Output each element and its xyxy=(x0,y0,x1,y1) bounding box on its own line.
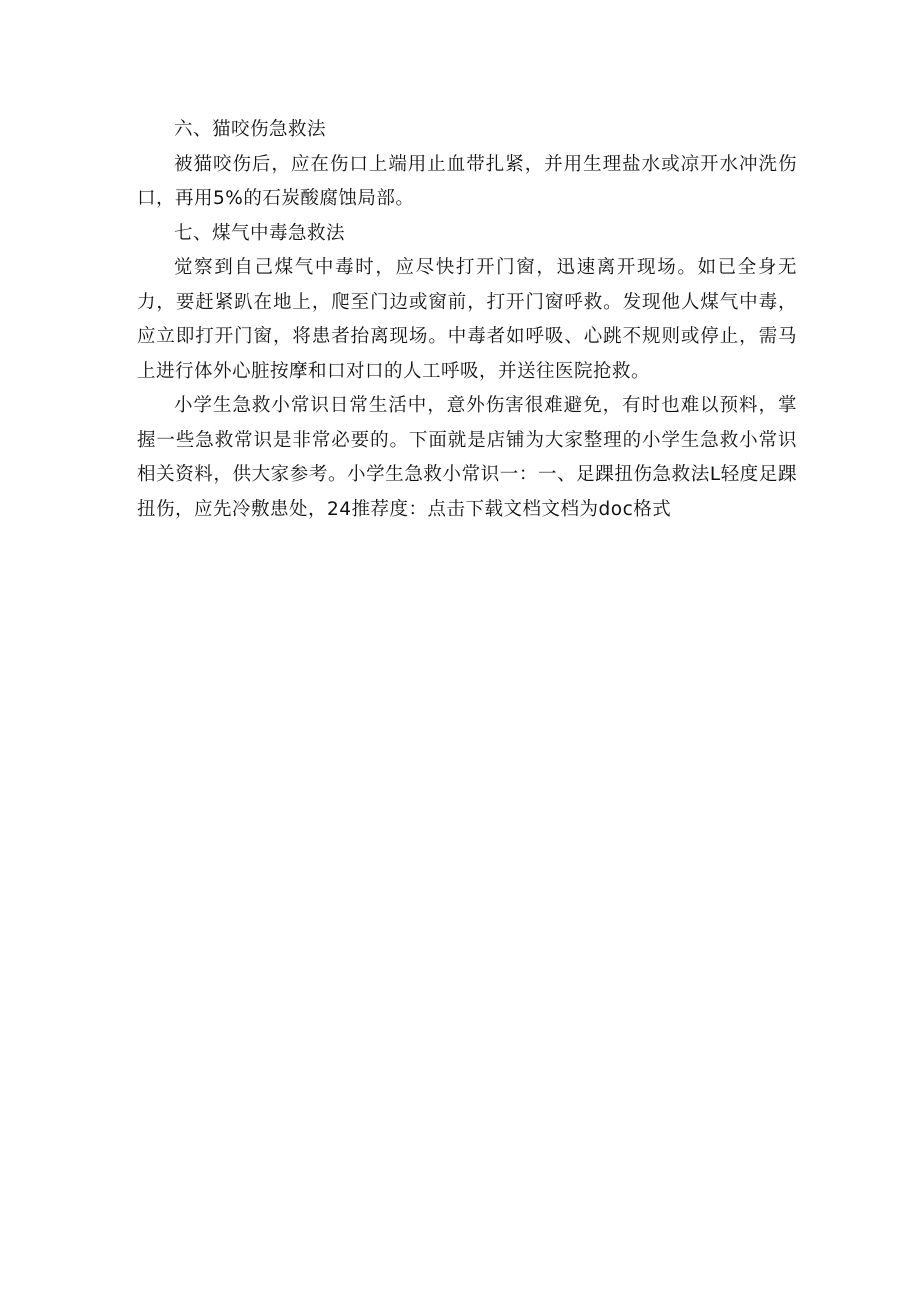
paragraph-gas-poisoning: 觉察到自己煤气中毒时，应尽快打开门窗，迅速离开现场。如已全身无力，要赶紧趴在地上，爬至门边或窗前，打开门窗呼救。发现他人煤气中毒，应立即打开门窗，将患者抬离现场。中毒者如呼吸、心跳不规则或停止，需马上进行体外心脏按摩和口对口的人工呼吸，并送往医院抢救。 xyxy=(137,257,797,382)
section-heading-cat-bite: 六、猫咬伤急救法 xyxy=(174,119,327,140)
paragraph-first-aid-summary: 小学生急救小常识日常生活中，意外伤害很难避免，有时也难以预料，掌握一些急救常识是非常必要的。下面就是店铺为大家整理的小学生急救小常识相关资料，供大家参考。小学生急救小常识一：一、足踝扭伤急救法L轻度足踝扭伤，应先冷敷患处，24推荐度：点击下载文档文档为doc格式 xyxy=(137,395,797,520)
paragraph-cat-bite: 被猫咬伤后，应在伤口上端用止血带扎紧，并用生理盐水或凉开水冲洗伤口，再用5%的石炭酸腐蚀局部。 xyxy=(137,153,797,209)
document-body xyxy=(137,113,797,527)
section-heading-gas-poisoning: 七、煤气中毒急救法 xyxy=(174,222,346,244)
